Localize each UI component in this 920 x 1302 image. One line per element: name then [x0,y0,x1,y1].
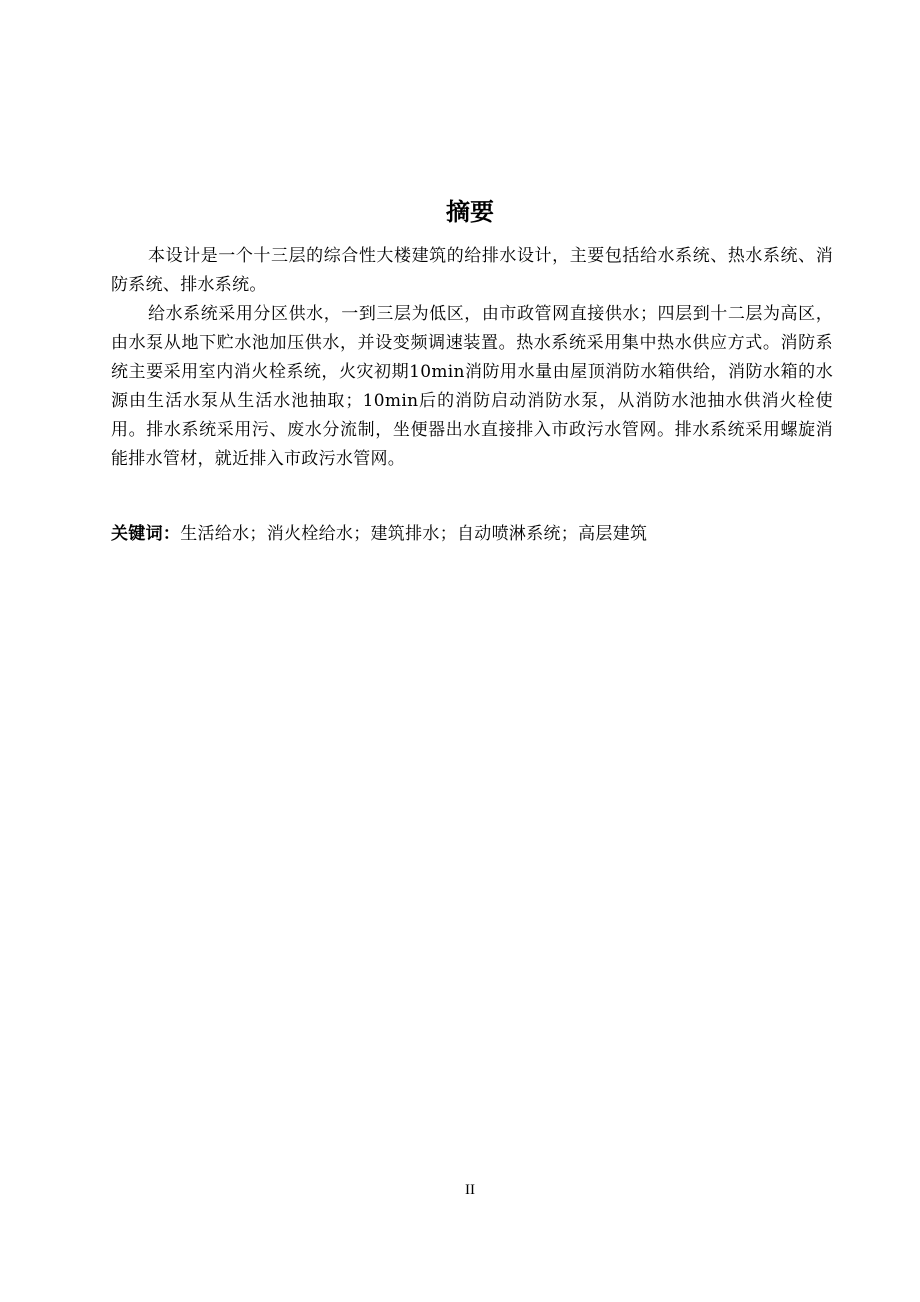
keywords-text: 生活给水；消火栓给水；建筑排水；自动喷淋系统；高层建筑 [180,524,648,544]
keywords-line [111,520,833,549]
abstract-body [111,242,833,474]
page-number: II [465,1182,475,1198]
abstract-paragraph-1: 本设计是一个十三层的综合性大楼建筑的给排水设计，主要包括给水系统、热水系统、消防系统、排水系统。 [111,246,833,295]
keywords-label: 关键词： [111,524,181,544]
abstract-title: 摘要 [446,198,494,226]
abstract-paragraph-2: 给水系统采用分区供水，一到三层为低区，由市政管网直接供水；四层到十二层为高区，由水泵从地下贮水池加压供水，并设变频调速装置。热水系统采用集中热水供应方式。消防系统主要采用室内消火栓系统，火灾初期10min消防用水量由屋顶消防水箱供给，消防水箱的水源由生活水泵从生活水池抽取；10min后的消防启动消防水泵，从消防水池抽水供消火栓使用。排水系统采用污、废水分流制，坐便器出水直接排入市政污水管网。排水系统采用螺旋消能排水管材，就近排入市政污水管网。 [111,304,833,469]
